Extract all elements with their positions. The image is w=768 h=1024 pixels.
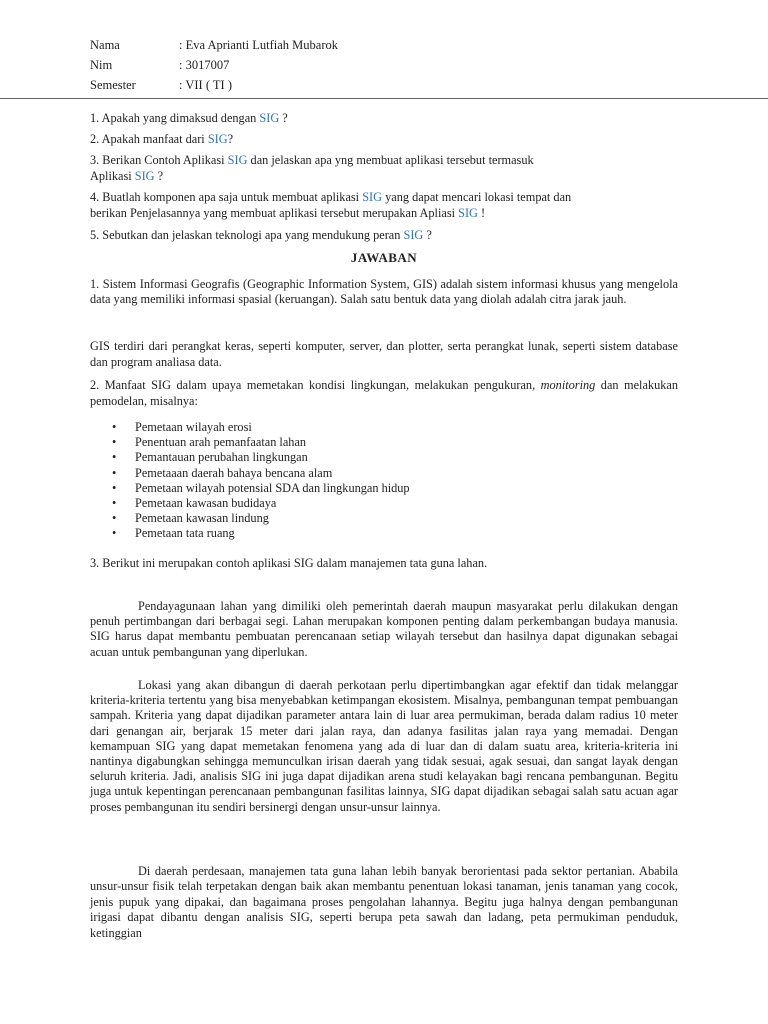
header-divider bbox=[0, 98, 768, 99]
bullet-icon: • bbox=[112, 450, 117, 465]
answer-3-intro: 3. Berikut ini merupakan contoh aplikasi SIG dalam manajemen tata guna lahan. bbox=[90, 556, 488, 570]
answer-3-paragraph-3: Di daerah perdesaan, manajemen tata guna lahan lebih banyak berorientasi pada sektor pertanian. Ababila unsur-unsur fisik telah terpetakan dengan baik akan membantu penentuan lokasi tanaman, jenis tanaman yang cocok, jenis pupuk yang dipakai, dan bagaimana proses pengolahan lahannya. Begitu juga halnya dengan pembangunan irigasi dapat dibantu dengan analisis SIG, seperti berupa peta sawah dan ladang, peta permukiman penduduk, ketinggian bbox=[90, 864, 678, 940]
sig-term: SIG bbox=[207, 132, 228, 146]
nim-label: Nim bbox=[90, 58, 113, 72]
question-4-line-2 bbox=[90, 206, 678, 222]
semester-label: Semester bbox=[90, 78, 136, 92]
list-item-text: Penentuan arah pemanfaatan lahan bbox=[135, 435, 307, 450]
bullet-icon: • bbox=[112, 480, 117, 495]
list-item-text: Pemetaan kawasan budidaya bbox=[135, 496, 277, 511]
list-item-text: Pemantauan perubahan lingkungan bbox=[135, 450, 308, 465]
list-item bbox=[90, 496, 678, 511]
sig-term: SIG bbox=[134, 168, 155, 183]
question-3 bbox=[90, 153, 678, 184]
bullet-icon: • bbox=[112, 465, 117, 480]
answer-2-intro-end: dan melakukan pemodelan, misalnya: bbox=[90, 378, 678, 408]
question-4 bbox=[90, 190, 678, 221]
list-item bbox=[90, 511, 678, 526]
list-item-text: Pemetaaan daerah bahaya bencana alam bbox=[135, 465, 333, 480]
list-item bbox=[90, 481, 678, 496]
answer-3-paragraph-1: Pendayagunaan lahan yang dimiliki oleh pemerintah daerah maupun masyarakat perlu dilakukan dengan penuh pertimbangan dari berbagai segi. Lahan merupakan komponen penting dalam perkembangan budaya manusia. SIG harus dapat membantu pembuatan perencanaan setiap wilayah tersebut dan hasilnya dapat digunakan sebagai acuan untuk pembangunan yang diperlukan. bbox=[90, 599, 678, 659]
answer-2-intro-text: 2. Manfaat SIG dalam upaya memetakan kondisi lingkungan, melakukan pengukuran, bbox=[90, 378, 541, 392]
question-3-line-1 bbox=[90, 153, 678, 169]
list-item bbox=[90, 450, 678, 465]
answer-2-bullet-list bbox=[90, 420, 678, 542]
question-1-end: ? bbox=[279, 111, 288, 125]
answer-1-paragraph-2: GIS terdiri dari perangkat keras, seperti komputer, server, dan plotter, serta perangkat lunak, seperti sistem database dan program analiasa data. bbox=[90, 339, 678, 369]
sig-term: SIG bbox=[403, 228, 424, 242]
question-3-text-cont: dan jelaskan apa yng membuat aplikasi tersebut termasuk bbox=[247, 153, 534, 167]
bullet-icon: • bbox=[112, 526, 117, 541]
sig-term: SIG bbox=[458, 205, 478, 220]
header-row-nama bbox=[90, 35, 338, 55]
question-3-line-2 bbox=[90, 169, 678, 185]
question-2-text: 2. Apakah manfaat dari bbox=[90, 132, 208, 146]
nama-label: Nama bbox=[90, 38, 120, 52]
question-4-text-cont: yang dapat mencari lokasi tempat dan bbox=[382, 190, 572, 204]
bullet-icon: • bbox=[112, 420, 117, 434]
nim-value: : 3017007 bbox=[179, 58, 230, 72]
question-5-text: 5. Sebutkan dan jelaskan teknologi apa yang mendukung peran bbox=[90, 228, 404, 242]
list-item-text: Pemetaan kawasan lindung bbox=[135, 511, 269, 526]
list-item bbox=[90, 466, 678, 481]
student-header bbox=[90, 35, 338, 95]
list-item bbox=[90, 435, 678, 450]
sig-term: SIG bbox=[362, 190, 383, 204]
list-item bbox=[90, 420, 678, 435]
bullet-icon: • bbox=[112, 496, 117, 511]
question-5-end: ? bbox=[423, 228, 432, 242]
sig-term: SIG bbox=[259, 111, 280, 125]
question-5 bbox=[90, 228, 678, 244]
answer-3-paragraph-2: Lokasi yang akan dibangun di daerah perkotaan perlu dipertimbangkan agar efektif dan tidak melanggar kriteria-kriteria tertentu yang bisa menyebabkan ketimpangan ekosistem. Misalnya, pembangunan tempat pembuangan sampah. Kriteria yang dapat dijadikan parameter antara lain di luar area permukiman, berada dalam radius 10 meter dari genangan air, berjarak 15 meter dari jalan raya, dan adanya fasilitas jalan raya yang memadai. Dengan kemampuan SIG yang dapat memetakan fenomena yang ada di luar dan di dalam suatu area, kriteria-kriteria ini nantinya digabungkan sehingga memunculkan irisan daerah yang tidak sesuai, agak sesuai, dan sangat layak dengan seluruh kriteria. Jadi, analisis SIG ini juga dapat dijadikan arena studi kelayakan bagi rencana pembangunan. Begitu juga untuk kepentingan perencanaan pembangunan fasilitas lainnya, SIG dapat dijadikan sebagai salah satu acuan agar proses pembangunan itu sendiri bersinergi dengan unsur-unsur lainnya. bbox=[90, 678, 678, 814]
nama-value: : Eva Aprianti Lutfiah Mubarok bbox=[179, 38, 338, 52]
header-row-nim bbox=[90, 55, 338, 75]
list-item bbox=[90, 526, 678, 541]
question-3-text-line2: Aplikasi bbox=[90, 168, 135, 183]
question-4-line-1 bbox=[90, 190, 678, 206]
answer-2-intro-emphasis: monitoring bbox=[540, 378, 596, 392]
question-4-text-line2: berikan Penjelasannya yang membuat aplikasi tersebut merupakan Apliasi bbox=[90, 205, 459, 220]
question-3-end: ? bbox=[154, 168, 164, 183]
question-3-text: 3. Berikan Contoh Aplikasi bbox=[90, 153, 228, 167]
bullet-icon: • bbox=[112, 511, 117, 526]
sig-term: SIG bbox=[227, 153, 248, 167]
list-item-text: Pemetaan wilayah erosi bbox=[135, 420, 252, 434]
list-item-text: Pemetaan wilayah potensial SDA dan lingkungan hidup bbox=[135, 480, 410, 495]
question-1-text: 1. Apakah yang dimaksud dengan bbox=[90, 111, 260, 125]
question-2-end: ? bbox=[227, 132, 234, 146]
answer-2-intro bbox=[90, 378, 678, 409]
list-item-text: Pemetaan tata ruang bbox=[135, 526, 235, 541]
question-4-text: 4. Buatlah komponen apa saja untuk membuat aplikasi bbox=[90, 190, 363, 204]
question-2 bbox=[90, 132, 678, 148]
question-1 bbox=[90, 111, 678, 127]
semester-value: : VII ( TI ) bbox=[179, 78, 232, 92]
question-4-end: ! bbox=[477, 205, 486, 220]
answer-1-paragraph-1: 1. Sistem Informasi Geografis (Geographic Information System, GIS) adalah sistem informasi khusus yang mengelola data yang memiliki informasi spasial (keruangan). Salah satu bentuk data yang diolah adalah citra jarak jauh. bbox=[90, 277, 678, 307]
header-row-semester bbox=[90, 75, 338, 95]
bullet-icon: • bbox=[112, 435, 117, 450]
answers-heading: JAWABAN bbox=[350, 250, 418, 265]
